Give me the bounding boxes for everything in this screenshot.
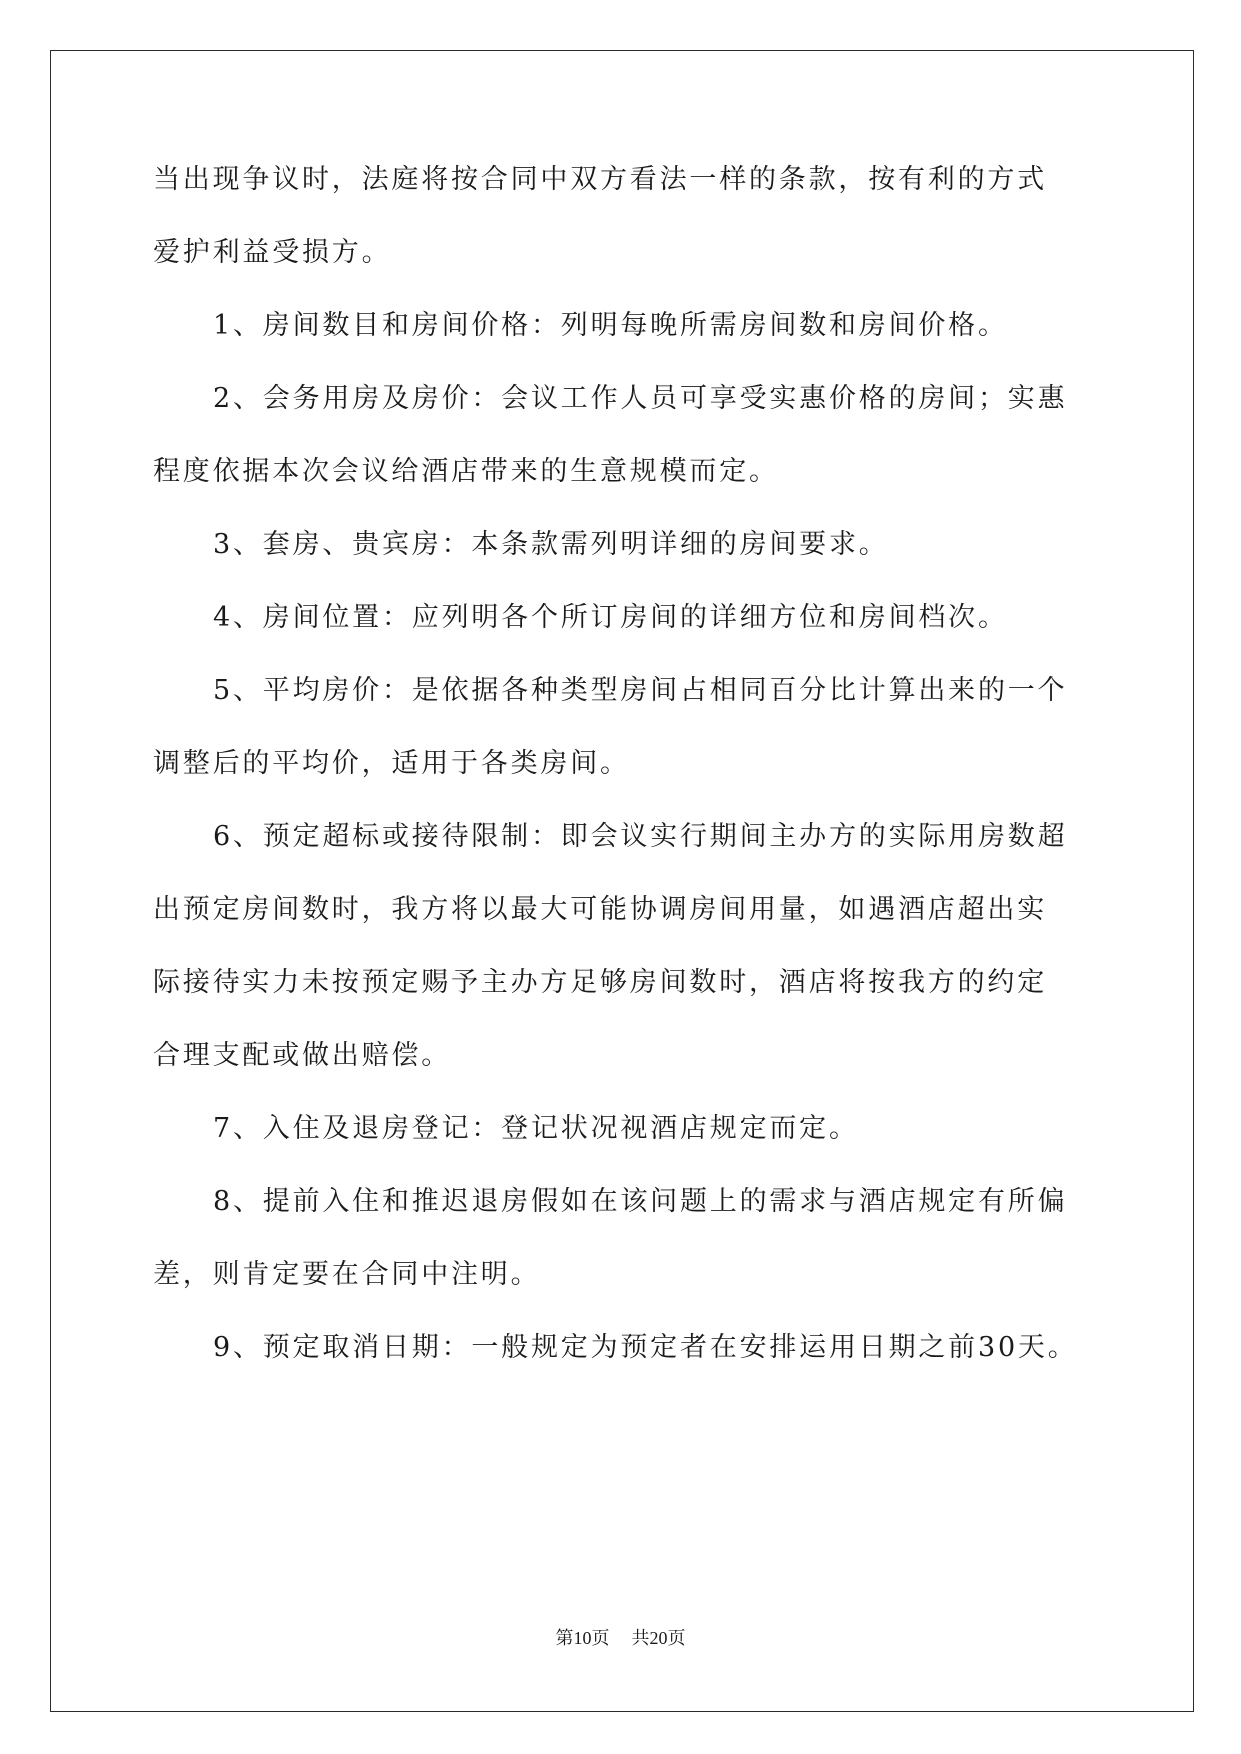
- paragraph-line: 合理支配或做出赔偿。: [153, 1040, 451, 1071]
- paragraph-line: 出预定房间数时，我方将以最大可能协调房间用量，如遇酒店超出实: [153, 894, 1047, 925]
- paragraph-line: 调整后的平均价，适用于各类房间。: [153, 748, 630, 779]
- page-number: 第10页: [555, 1628, 610, 1648]
- page-border: [50, 50, 1194, 1712]
- page-total: 共20页: [631, 1628, 686, 1648]
- list-item-2: 2、会务用房及房价：会议工作人员可享受实惠价格的房间；实惠: [213, 383, 1068, 414]
- list-item-3: 3、套房、贵宾房：本条款需列明详细的房间要求。: [213, 529, 889, 560]
- list-item-1: 1、房间数目和房间价格：列明每晚所需房间数和房间价格。: [213, 310, 1008, 341]
- list-item-6: 6、预定超标或接待限制：即会议实行期间主办方的实际用房数超: [213, 821, 1068, 852]
- paragraph-line: 当出现争议时，法庭将按合同中双方看法一样的条款，按有利的方式: [153, 164, 1047, 195]
- paragraph-line: 际接待实力未按预定赐予主办方足够房间数时，酒店将按我方的约定: [153, 967, 1047, 998]
- list-item-8: 8、提前入住和推迟退房假如在该问题上的需求与酒店规定有所偏: [213, 1186, 1068, 1217]
- list-item-7: 7、入住及退房登记：登记状况视酒店规定而定。: [213, 1113, 859, 1144]
- paragraph-line: 爱护利益受损方。: [153, 237, 392, 268]
- paragraph-line: 程度依据本次会议给酒店带来的生意规模而定。: [153, 456, 779, 487]
- list-item-5: 5、平均房价：是依据各种类型房间占相同百分比计算出来的一个: [213, 675, 1068, 706]
- list-item-9: 9、预定取消日期：一般规定为预定者在安排运用日期之前30天。: [213, 1332, 1078, 1363]
- list-item-4: 4、房间位置：应列明各个所订房间的详细方位和房间档次。: [213, 602, 1008, 633]
- page-footer: [0, 1624, 1241, 1650]
- paragraph-line: 差，则肯定要在合同中注明。: [153, 1259, 541, 1290]
